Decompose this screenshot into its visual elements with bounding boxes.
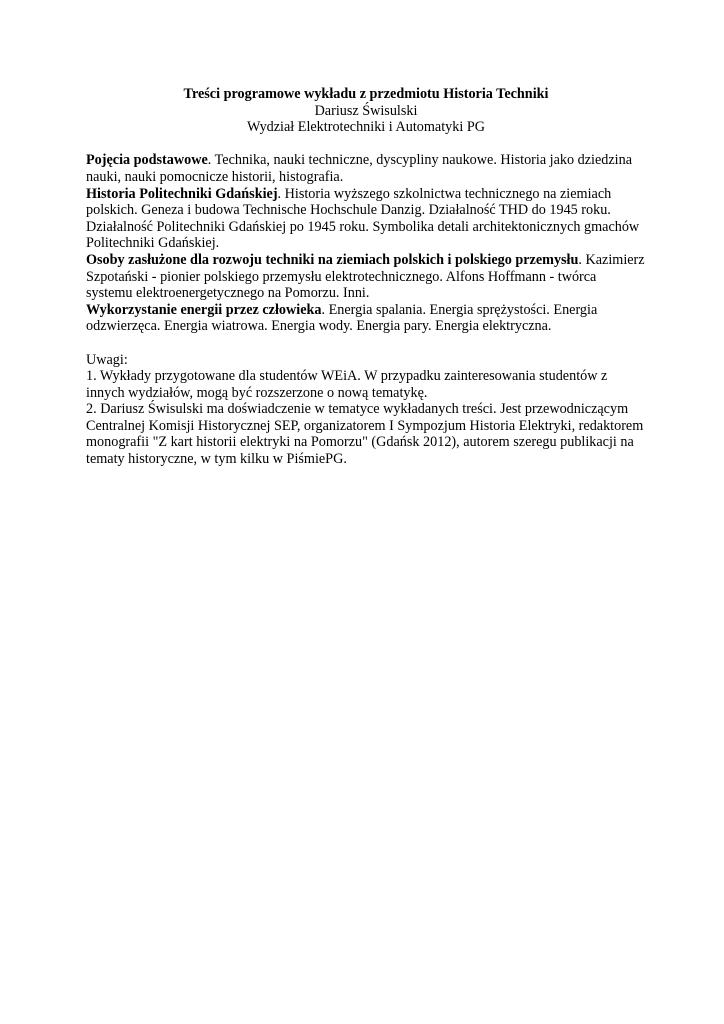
notes-label: Uwagi: — [86, 351, 128, 368]
section-body: . Energia spalania. Energia sprężystości. Energia odzwierzęca. Energia wiatrowa. Energia wody. Energia pary. Energia elektryczna. — [86, 301, 598, 335]
section-heading: Historia Politechniki Gdańskiej — [86, 185, 278, 202]
section-energy-use — [86, 302, 646, 335]
section-heading: Osoby zasłużone dla rozwoju techniki na ziemiach polskich i polskiego przemysłu — [86, 251, 579, 268]
section-heading: Pojęcia podstawowe — [86, 152, 208, 169]
notes-block — [86, 352, 646, 468]
spacer — [86, 335, 646, 352]
note-item: 2. Dariusz Świsulski ma doświadczenie w tematyce wykładanych treści. Jest przewodniczącym Centralnej Komisji Historycznej SEP, organizatorem I Sympozjum Historia Elektryki, redaktorem monografii "Z kart historii elektryki na Pomorzu" (Gdańsk 2012), autorem szeregu publikacji na tematy historyczne, w tym kilku w PiśmiePG. — [86, 401, 644, 468]
author-name: Dariusz Świsulski — [314, 102, 418, 119]
section-body: . Kazimierz Szpotański - pionier polskiego przemysłu elektrotechnicznego. Alfons Hoffmann - twórca systemu elektroenergetycznego na Pomorzu. Inni. — [86, 251, 645, 302]
spacer — [86, 136, 646, 153]
department-name: Wydział Elektrotechniki i Automatyki PG — [247, 119, 485, 136]
section-pg-history — [86, 186, 646, 252]
section-body: . Historia wyższego szkolnictwa technicznego na ziemiach polskich. Geneza i budowa Technische Hochschule Danzig. Działalność THD do 1945 roku. Działalność Politechniki Gdańskiej po 1945 roku. Symbolika detali architektonicznych gmachów Politechniki Gdańskiej. — [86, 185, 640, 252]
section-heading: Wykorzystanie energii przez człowieka — [86, 301, 322, 318]
section-notable-people — [86, 252, 646, 302]
document-title: Treści programowe wykładu z przedmiotu Historia Techniki — [183, 86, 549, 102]
note-item: 1. Wykłady przygotowane dla studentów WEiA. W przypadku zainteresowania studentów z innych wydziałów, mogą być rozszerzone o nową tematykę. — [86, 368, 608, 401]
document-page — [86, 86, 646, 468]
section-basic-concepts — [86, 152, 646, 185]
section-body: . Technika, nauki techniczne, dyscypliny naukowe. Historia jako dziedzina nauki, nauki pomocnicze historii, histografia. — [86, 152, 632, 185]
document-header — [86, 86, 646, 136]
